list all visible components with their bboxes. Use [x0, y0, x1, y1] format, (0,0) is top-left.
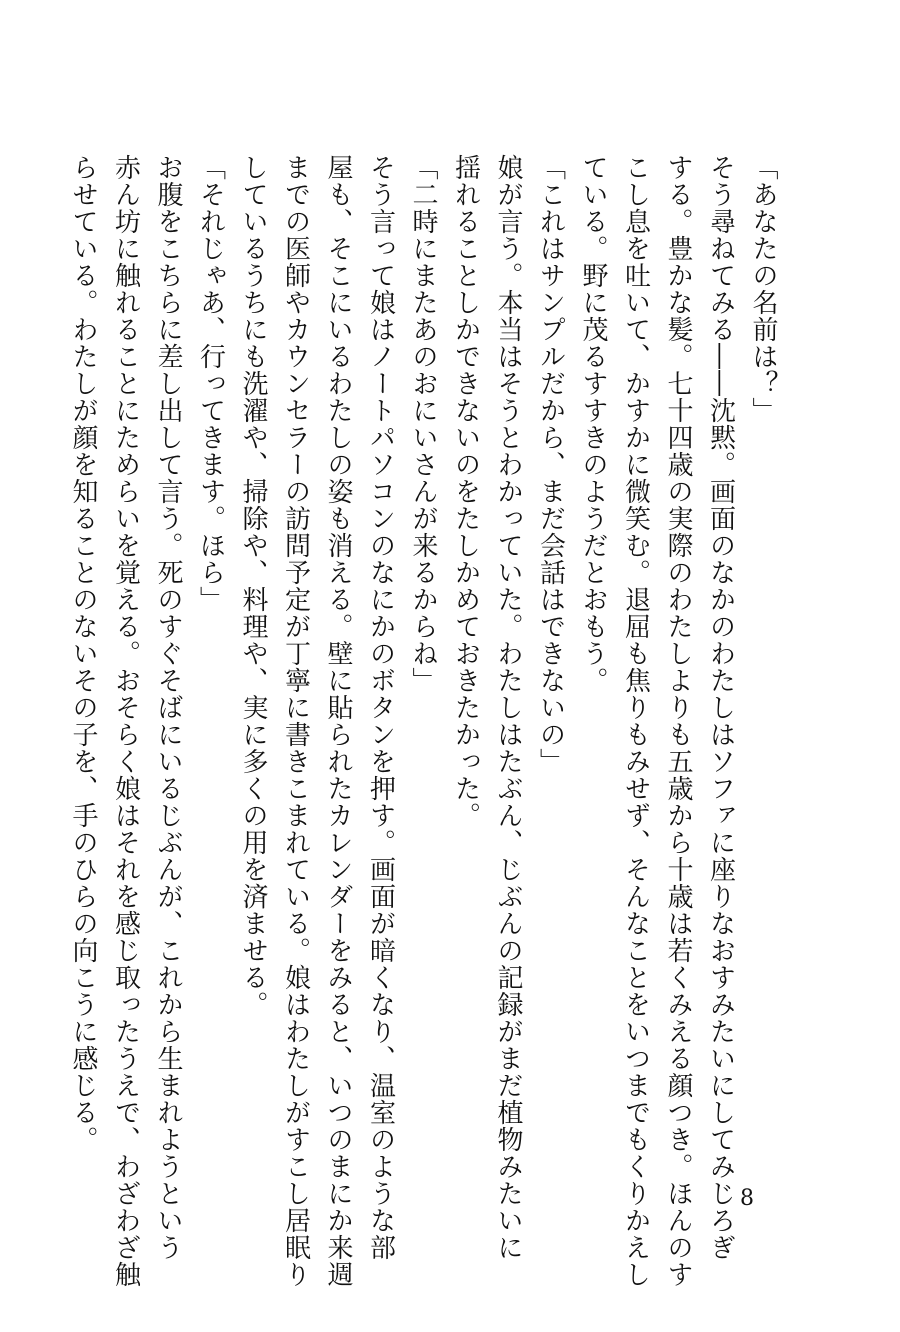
text-line: 娘が言う。本当はそうとわかっていた。わたしはたぶん、じぶんの記録がまだ植物みたいに: [493, 154, 523, 1261]
text-line: こし息を吐いて、かすかに微笑む。退屈も焦りもみせず、そんなことをいつまでもくりかえし: [620, 154, 651, 1288]
text-line: らせている。わたしが顔を知ることのないその子を、手のひらの向こうに感じる。: [68, 154, 98, 1153]
text-line: までの医師やカウンセラーの訪問予定が丁寧に書きこまれている。娘はわたしがすこし居眠り: [280, 154, 311, 1288]
text-line: そう尋ねてみる――沈黙。画面のなかのわたしはソファに座りなおすみたいにしてみじろぎ: [705, 154, 736, 1261]
text-line: する。豊かな髪。七十四歳の実際のわたしよりも五歳から十歳は若くみえる顔つき。ほんのす: [663, 154, 693, 1288]
text-line: 揺れることしかできないのをたしかめておきたかった。: [450, 154, 481, 829]
text-line: そう言って娘はノートパソコンのなにかのボタンを押す。画面が暗くなり、温室のような部: [365, 154, 396, 1261]
text-line: しているうちにも洗濯や、掃除や、料理や、実に多くの用を済ませる。: [238, 154, 268, 1018]
text-line: 屋も、そこにいるわたしの姿も消える。壁に貼られたカレンダーをみると、いつのまにか来週: [323, 154, 353, 1288]
page-number: 8: [740, 1186, 754, 1211]
text-line: 「それじゃあ、行ってきます。ほら」: [195, 154, 226, 613]
vertical-text-body: [68, 154, 784, 1288]
text-line: 赤ん坊に触れることにためらいを覚える。おそらく娘はそれを感じ取ったうえで、わざわざ触: [110, 154, 141, 1288]
text-line: 「二時にまたあのおにいさんが来るからね」: [408, 154, 438, 694]
text-line: 「あなたの名前は？」: [748, 154, 778, 424]
text-line: ている。野に茂るすすきのようだとおもう。: [578, 154, 608, 694]
text-line: お腹をこちらに差し出して言う。死のすぐそばにいるじぶんが、これから生まれようという: [153, 154, 183, 1261]
text-line: 「これはサンプルだから、まだ会話はできないの」: [535, 154, 566, 775]
